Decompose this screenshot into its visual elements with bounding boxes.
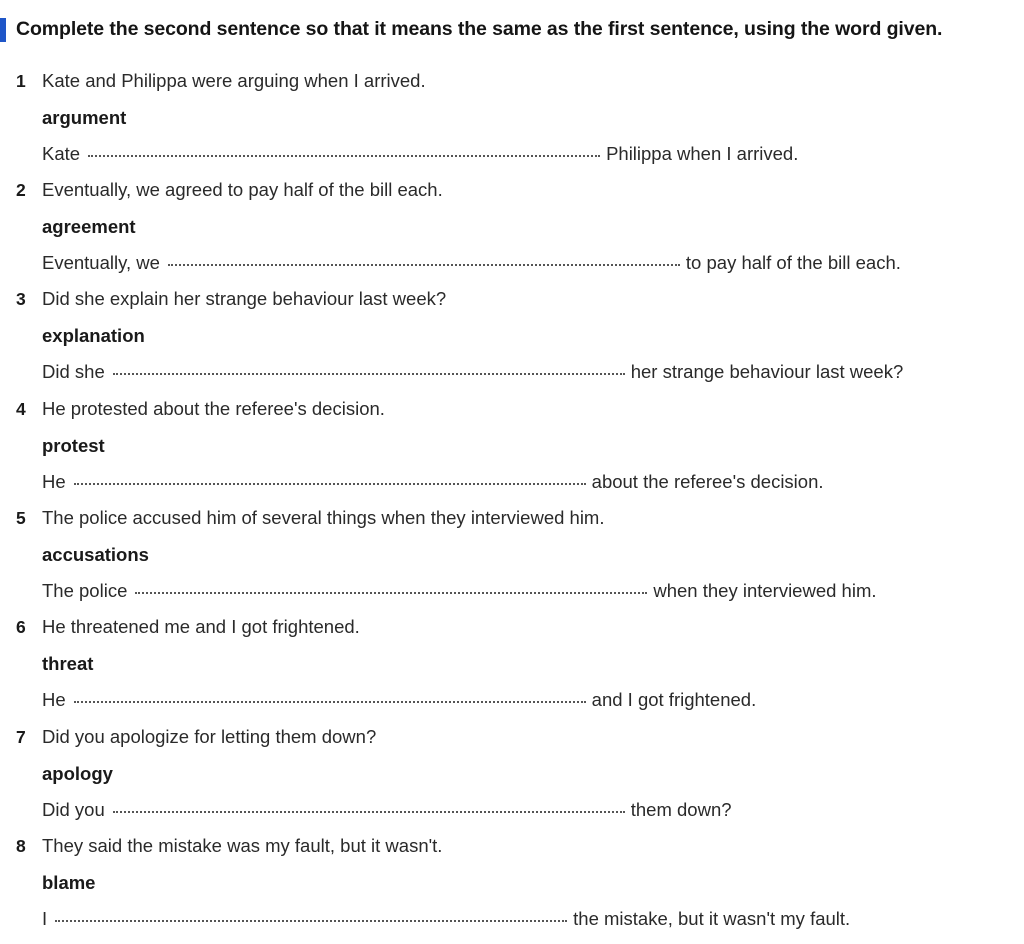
answer-line: [42, 361, 903, 383]
original-sentence: Did she explain her strange behaviour last week?: [42, 288, 447, 309]
answer-prefix: I: [42, 908, 48, 929]
answer-gap[interactable]: [113, 369, 625, 375]
original-sentence: He protested about the referee's decision.: [42, 398, 385, 419]
key-word: blame: [42, 872, 96, 893]
answer-prefix: The police: [42, 580, 128, 601]
answer-line: [42, 471, 824, 493]
answer-gap[interactable]: [113, 807, 625, 813]
key-word: accusations: [42, 544, 149, 565]
answer-line: [42, 689, 756, 711]
answer-gap[interactable]: [135, 588, 647, 594]
answer-suffix: when they interviewed him.: [653, 580, 877, 601]
key-word: explanation: [42, 325, 145, 346]
original-sentence: Eventually, we agreed to pay half of the bill each.: [42, 179, 443, 200]
answer-prefix: He: [42, 689, 66, 710]
exercise-marker: [0, 18, 6, 42]
answer-gap[interactable]: [168, 260, 680, 266]
original-sentence: The police accused him of several things when they interviewed him.: [42, 507, 605, 528]
key-word: argument: [42, 107, 127, 128]
answer-line: [42, 799, 732, 821]
item-number: 7: [16, 727, 26, 747]
key-word: protest: [42, 435, 105, 456]
answer-gap[interactable]: [74, 479, 586, 485]
answer-line: [42, 252, 901, 274]
answer-line: [42, 908, 850, 930]
exercise-instruction: Complete the second sentence so that it means the same as the first sentence, using the word given.: [16, 18, 943, 40]
answer-prefix: Eventually, we: [42, 252, 160, 273]
item-number: 1: [16, 71, 26, 91]
answer-prefix: He: [42, 471, 66, 492]
key-word: apology: [42, 763, 113, 784]
answer-line: [42, 580, 877, 602]
answer-suffix: and I got frightened.: [591, 689, 757, 710]
exercise-item-7: [16, 726, 1014, 834]
item-number: 4: [16, 399, 26, 419]
answer-prefix: Did you: [42, 799, 105, 820]
answer-line: [42, 143, 798, 165]
original-sentence: He threatened me and I got frightened.: [42, 616, 360, 637]
answer-suffix: the mistake, but it wasn't my fault.: [573, 908, 851, 929]
answer-prefix: Kate: [42, 143, 81, 164]
original-sentence: Kate and Philippa were arguing when I arrived.: [42, 70, 426, 91]
exercise-item-6: [16, 616, 1014, 724]
answer-gap[interactable]: [88, 151, 600, 157]
item-number: 8: [16, 836, 26, 856]
item-number: 5: [16, 508, 26, 528]
exercise-item-2: [16, 179, 1014, 287]
item-number: 6: [16, 617, 26, 637]
answer-gap[interactable]: [55, 916, 567, 922]
answer-suffix: to pay half of the bill each.: [685, 252, 901, 273]
exercise-item-5: [16, 507, 1014, 615]
item-number: 3: [16, 289, 26, 309]
key-word: threat: [42, 653, 94, 674]
answer-suffix: Philippa when I arrived.: [606, 143, 799, 164]
answer-suffix: them down?: [630, 799, 732, 820]
original-sentence: They said the mistake was my fault, but it wasn't.: [42, 835, 443, 856]
answer-prefix: Did she: [42, 361, 105, 382]
exercise-item-8: [16, 835, 1014, 943]
original-sentence: Did you apologize for letting them down?: [42, 726, 377, 747]
answer-suffix: about the referee's decision.: [591, 471, 824, 492]
key-word: agreement: [42, 216, 136, 237]
item-number: 2: [16, 180, 26, 200]
answer-gap[interactable]: [74, 697, 586, 703]
exercise-item-3: [16, 288, 1014, 396]
exercise-item-1: [16, 70, 1014, 178]
exercise-item-4: [16, 398, 1014, 506]
answer-suffix: her strange behaviour last week?: [630, 361, 904, 382]
